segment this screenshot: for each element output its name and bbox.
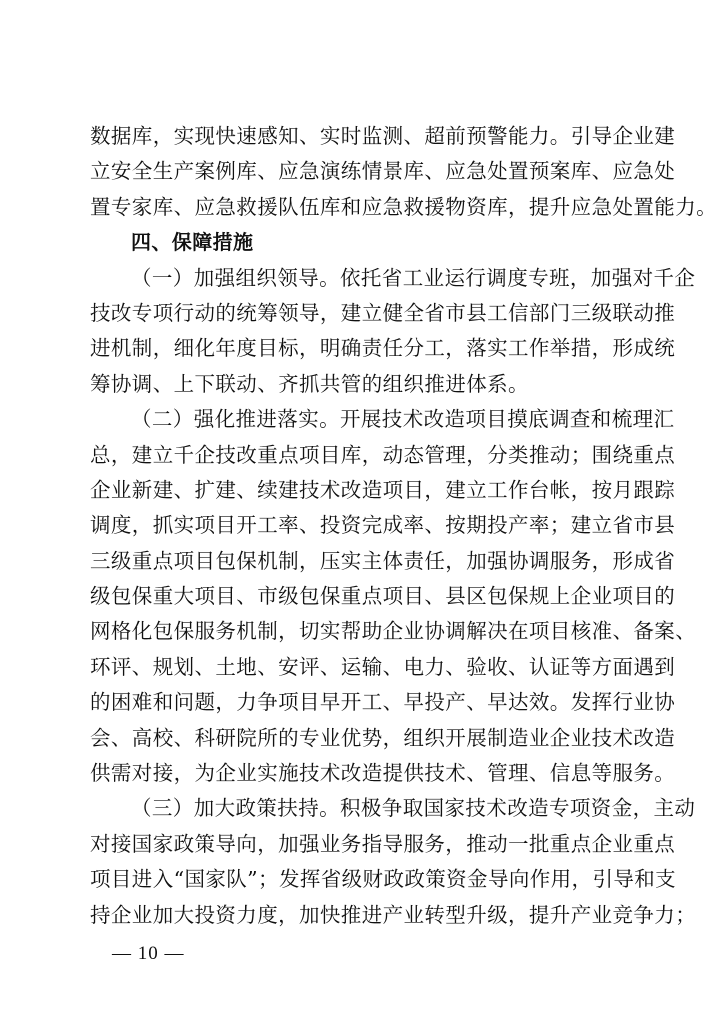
- paragraph-line: 置专家库、应急救援队伍库和应急救援物资库，提升应急处置能力。: [90, 194, 717, 219]
- subsection-first-line: [90, 791, 696, 826]
- paragraph-line: 进机制，细化年度目标，明确责任分工，落实工作举措，形成统: [90, 336, 676, 361]
- paragraph-line: 环评、规划、土地、安评、运输、电力、验收、认证等方面遇到: [90, 654, 676, 679]
- subsection-text: 依托省工业运行调度专班，加强对千企: [340, 265, 696, 290]
- paragraph-line: 总，建立千企技改重点项目库，动态管理，分类推动；围绕重点: [90, 442, 676, 467]
- section-heading: 四、保障措施: [131, 230, 254, 255]
- page-number: — 10 —: [112, 943, 185, 964]
- paragraph-line: 调度，抓实项目开工率、投资完成率、按期投产率；建立省市县: [90, 513, 676, 538]
- paragraph-line: 立安全生产案例库、应急演练情景库、应急处置预案库、应急处: [90, 159, 676, 184]
- subsection-lead: （一）加强组织领导。: [131, 265, 340, 290]
- paragraph-line: 对接国家政策导向，加强业务指导服务，推动一批重点企业重点: [90, 831, 676, 856]
- paragraph-line: 技改专项行动的统筹领导，建立健全省市县工信部门三级联动推: [90, 300, 676, 325]
- subsection-text: 积极争取国家技术改造专项资金，主动: [340, 796, 696, 821]
- subsection-first-line: [90, 402, 675, 437]
- subsection-text: 开展技术改造项目摸底调查和梳理汇: [340, 407, 675, 432]
- paragraph-line: 筹协调、上下联动、齐抓共管的组织推进体系。: [90, 371, 529, 396]
- subsection-lead: （三）加大政策扶持。: [131, 796, 340, 821]
- paragraph-line: 会、高校、科研院所的专业优势，组织开展制造业企业技术改造: [90, 725, 676, 750]
- paragraph-line: 网格化包保服务机制，切实帮助企业协调解决在项目核准、备案、: [90, 619, 697, 644]
- paragraph-line: 持企业加大投资力度，加快推进产业转型升级，提升产业竞争力；: [90, 902, 697, 927]
- paragraph-line: 项目进入“国家队”；发挥省级财政政策资金导向作用，引导和支: [90, 867, 677, 892]
- subsection-first-line: [90, 261, 696, 296]
- paragraph-line: 数据库，实现快速感知、实时监测、超前预警能力。引导企业建: [90, 124, 676, 148]
- paragraph-line: 供需对接，为企业实施技术改造提供技术、管理、信息等服务。: [90, 761, 676, 786]
- subsection-lead: （二）强化推进落实。: [131, 407, 340, 432]
- body-text: [90, 119, 717, 933]
- paragraph-line: 三级重点项目包保机制，压实主体责任，加强协调服务，形成省: [90, 548, 676, 573]
- paragraph-line: 级包保重大项目、市级包保重点项目、县区包保规上企业项目的: [90, 584, 676, 609]
- paragraph-line: 企业新建、扩建、续建技术改造项目，建立工作台帐，按月跟踪: [90, 477, 676, 502]
- paragraph-line: 的困难和问题，力争项目早开工、早投产、早达效。发挥行业协: [90, 690, 676, 715]
